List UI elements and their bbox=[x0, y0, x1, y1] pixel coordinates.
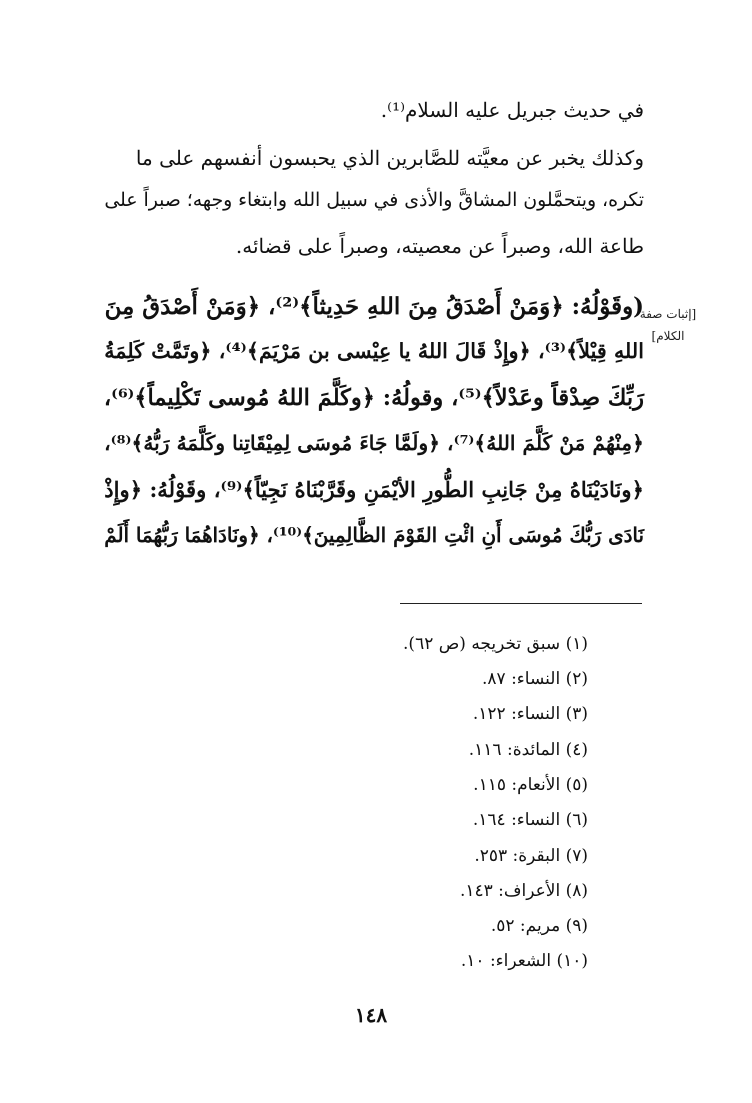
main-text-line: نَادَى رَبُّكَ مُوسَى أَنِ ائْتِ القَوْمَ الظَّالِمِينَ﴾⁽¹⁰⁾، ﴿ونَادَاهُمَا رَبُّهُمَا أَلَمْ bbox=[104, 523, 644, 547]
footnote: (٣) النساء: ١٢٢. bbox=[472, 704, 588, 724]
margin-heading bbox=[638, 303, 698, 347]
main-text-line: اللهِ قِيْلاً﴾⁽³⁾، ﴿وإِذْ قَالَ اللهُ يا عِيْسى بن مَرْيَمَ﴾⁽⁴⁾، ﴿وتَمَّتْ كَلِمَةُ bbox=[104, 339, 644, 363]
footnote: (٢) النساء: ٨٧. bbox=[482, 669, 588, 689]
footnote: (٩) مريم: ٥٢. bbox=[490, 916, 588, 936]
footnote: (٧) البقرة: ٢٥٣. bbox=[474, 846, 588, 866]
intro-line: في حديث جبريل عليه السلام⁽¹⁾. bbox=[380, 98, 644, 122]
intro-line: تكره، ويتحمَّلون المشاقَّ والأذى في سبيل الله وابتغاء وجهه؛ صبراً على bbox=[104, 190, 644, 211]
main-text-line: رَبِّكَ صِدْقاً وعَدْلاً﴾⁽⁵⁾، وقولُهُ: ﴿وكَلَّمَ اللهُ مُوسى تَكْلِيماً﴾⁽⁶⁾، bbox=[103, 385, 644, 411]
page-number: ١٤٨ bbox=[354, 1003, 388, 1027]
footnote: (٥) الأنعام: ١١٥. bbox=[473, 775, 588, 795]
intro-line: طاعة الله، وصبراً عن معصيته، وصبراً على قضائه. bbox=[235, 234, 644, 258]
intro-line: وكذلك يخبر عن معيَّته للصَّابرين الذي يحبسون أنفسهم على ما bbox=[135, 146, 644, 170]
footnote: (٨) الأعراف: ١٤٣. bbox=[459, 881, 588, 901]
footnote: (٦) النساء: ١٦٤. bbox=[472, 810, 588, 830]
margin-heading-line: الكلام] bbox=[651, 329, 685, 343]
footnote: (٤) المائدة: ١١٦. bbox=[468, 740, 588, 760]
main-text-line: (وقَوْلُهُ: ﴿وَمَنْ أَصْدَقُ مِنَ اللهِ حَدِيثاً﴾⁽²⁾، ﴿وَمَنْ أَصْدَقُ مِنَ bbox=[104, 293, 644, 320]
footnote: (١٠) الشعراء: ١٠. bbox=[460, 951, 588, 971]
footnote: (١) سبق تخريجه (ص ٦٢). bbox=[403, 634, 588, 654]
main-text-line: ﴿ونَادَيْنَاهُ مِنْ جَانِبِ الطُّورِ الأيْمَنِ وقَرَّبْنَاهُ نَجِيّاً﴾⁽⁹⁾، وقَوْلُهُ: ﴿وإِذْ bbox=[104, 477, 644, 502]
margin-heading-line: [إثبات صفة bbox=[639, 307, 697, 321]
footnote-divider bbox=[400, 603, 642, 604]
main-text-line: ﴿مِنْهُمْ مَنْ كَلَّمَ اللهُ﴾⁽⁷⁾، ﴿ولَمَّا جَاءَ مُوسَى لِمِيْقَاتِنا وكَلَّمَهُ رَبُّهُ﴾⁽⁸⁾، bbox=[104, 431, 644, 455]
